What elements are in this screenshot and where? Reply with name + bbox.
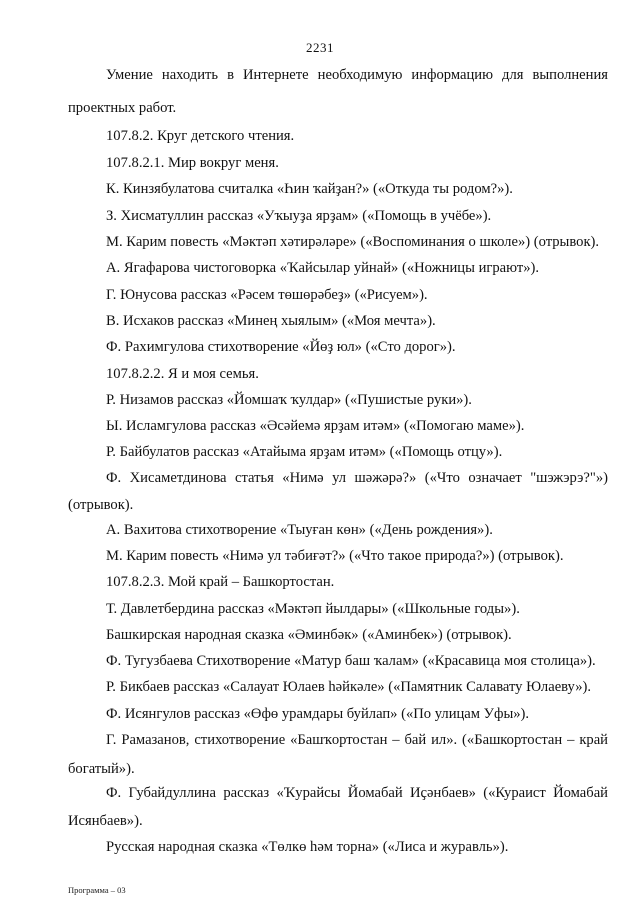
reading-list-item: Ф. Исянгулов рассказ «Өфө урамдары буйлап» («По улицам Уфы»). [106, 706, 530, 722]
reading-list-item: Р. Низамов рассказ «Йомшаҡ ҡулдар» («Пушистые руки»). [106, 392, 472, 408]
reading-list-item: К. Кинзябулатова считалка «Һин ҡайҙан?» («Откуда ты родом?»). [106, 181, 513, 197]
text-line: богатый»). [68, 761, 135, 777]
reading-list-item: Ф. Хисаметдинова статья «Нимә ул шәжәрә?» («Что означает "шэжэрэ?"») [106, 470, 608, 486]
reading-list-item: В. Исхаков рассказ «Минең хыялым» («Моя мечта»). [106, 313, 436, 329]
text-line: Исянбаев»). [68, 813, 143, 829]
reading-list-item: Г. Рамазанов, стихотворение «Башҡортостан – бай ил». («Башкортостан – край [106, 732, 608, 748]
reading-list-item: А. Вахитова стихотворение «Тыуған көн» («День рождения»). [106, 522, 493, 538]
reading-list-item: Г. Юнусова рассказ «Рәсем төшөрәбеҙ» («Рисуем»). [106, 287, 428, 303]
footer-program-label: Программа – 03 [68, 885, 126, 895]
reading-list-item: З. Хисматуллин рассказ «Уҡыуҙа ярҙам» («Помощь в учёбе»). [106, 208, 492, 224]
text-line: проектных работ. [68, 100, 177, 116]
text-line: (отрывок). [68, 497, 134, 513]
page-number: 2231 [306, 40, 334, 55]
reading-list-item: Ф. Губайдуллина рассказ «Ҡурайсы Йомабай Иҫәнбаев» («Кураист Йомабай [106, 785, 608, 801]
reading-list-item: М. Карим повесть «Мәктәп хәтирәләре» («Воспоминания о школе») (отрывок). [106, 234, 600, 250]
text-line: Умение находить в Интернете необходимую информацию для выполнения [106, 67, 608, 83]
reading-list-item: Ф. Рахимгулова стихотворение «Йөҙ юл» («Сто дорог»). [106, 339, 456, 355]
section-heading: 107.8.2.1. Мир вокруг меня. [106, 155, 279, 171]
reading-list-item: Т. Давлетбердина рассказ «Мәктәп йылдары» («Школьные годы»). [106, 601, 520, 617]
reading-list-item: Р. Байбулатов рассказ «Атайыма ярҙам итәм» («Помощь отцу»). [106, 444, 503, 460]
section-heading: 107.8.2. Круг детского чтения. [106, 128, 295, 144]
section-heading: 107.8.2.3. Мой край – Башкортостан. [106, 574, 335, 590]
reading-list-item: Р. Бикбаев рассказ «Салауат Юлаев һәйкәле» («Памятник Салавату Юлаеву»). [106, 679, 592, 695]
reading-list-item: Ы. Исламгулова рассказ «Әсәйемә ярҙам итәм» («Помогаю маме»). [106, 418, 525, 434]
reading-list-item: Ф. Тугузбаева Стихотворение «Матур баш ҡалам» («Красавица моя столица»). [106, 653, 596, 669]
reading-list-item: Башкирская народная сказка «Әминбәк» («Аминбек») (отрывок). [106, 627, 512, 643]
section-heading: 107.8.2.2. Я и моя семья. [106, 366, 259, 382]
reading-list-item: Русская народная сказка «Төлкө һәм торна» («Лиса и журавль»). [106, 839, 509, 855]
reading-list-item: М. Карим повесть «Нимә ул тәбиғәт?» («Что такое природа?») (отрывок). [106, 548, 564, 564]
reading-list-item: А. Ягафарова чистоговорка «Ҡайсылар уйнай» («Ножницы играют»). [106, 260, 540, 276]
